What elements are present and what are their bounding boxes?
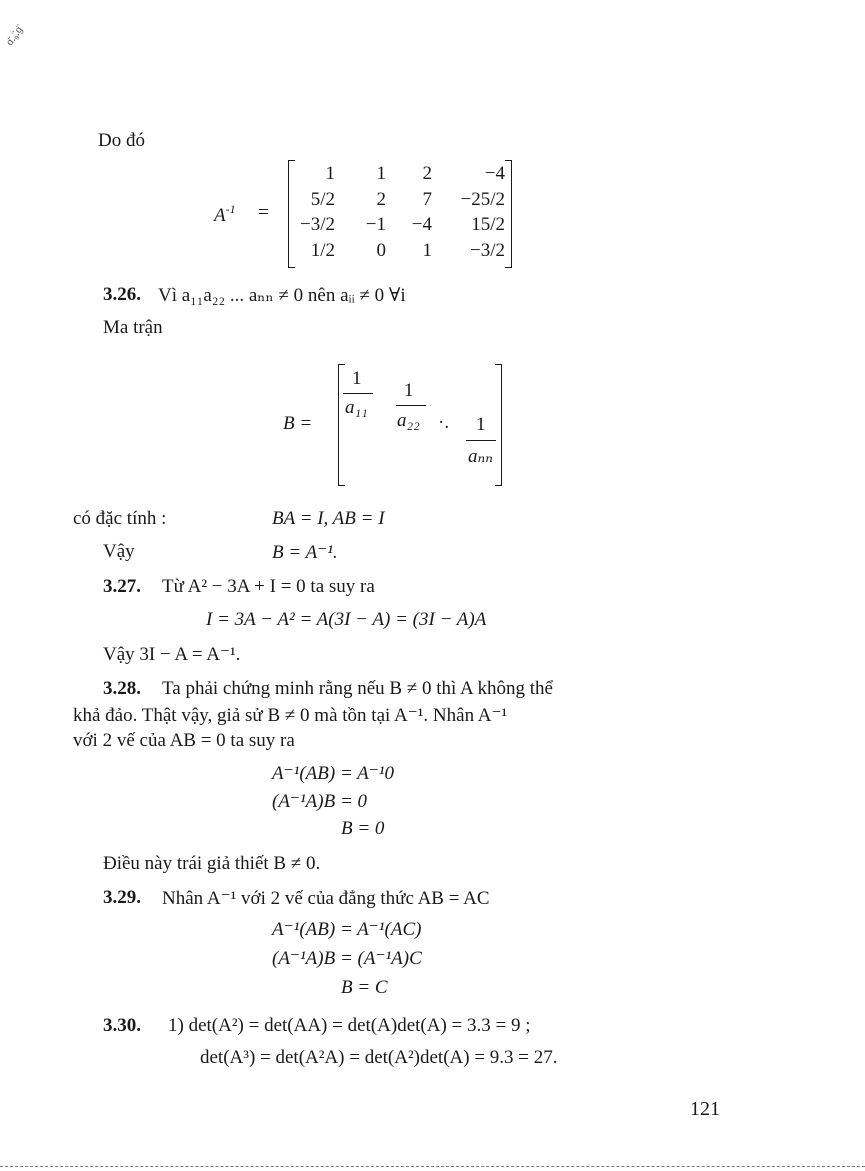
matrix-b-right-bracket: [495, 364, 502, 486]
matrix-cell: 15/2: [471, 214, 505, 235]
matrix-b-left-bracket: [338, 364, 345, 486]
matrix-cell: −1: [365, 214, 386, 235]
p326-number: 3.26.: [103, 284, 141, 305]
b-entry-num-3: 1: [476, 414, 486, 435]
matrix-cell: 1: [325, 163, 335, 184]
p326-line2: Ma trận: [103, 317, 163, 338]
b-diag-dots: ·.: [438, 412, 450, 433]
matrix-cell: 5/2: [310, 189, 335, 210]
p328-line2: khả đảo. Thật vậy, giả sử B ≠ 0 mà tồn tại A⁻¹. Nhân A⁻¹: [73, 705, 508, 726]
b-frac-line-1: [343, 393, 373, 394]
matrix-cell: 2: [422, 163, 432, 184]
b-entry-num-1: 1: [352, 368, 362, 389]
p329-number: 3.29.: [103, 887, 141, 908]
b-entry-den-1: a₁₁: [345, 397, 368, 418]
p326-vay-eq: B = A⁻¹.: [272, 542, 338, 563]
matrix-cell: 0: [376, 240, 386, 261]
p330-line1: 1) det(A²) = det(AA) = det(A)det(A) = 3.3 = 9 ;: [168, 1015, 531, 1036]
p327-line1: Từ A² − 3A + I = 0 ta suy ra: [162, 576, 375, 597]
matrix-right-bracket: [505, 160, 512, 268]
p327-number: 3.27.: [103, 576, 141, 597]
b-frac-line-3: [466, 440, 496, 441]
p329-eq1: A⁻¹(AB) = A⁻¹(AC): [272, 919, 422, 940]
intro-text: Do đó: [98, 130, 145, 151]
matrix-name: A: [214, 205, 226, 226]
p328-line1: Ta phải chứng minh rằng nếu B ≠ 0 thì A không thể: [162, 678, 553, 699]
p328-conclusion: Điều này trái giả thiết B ≠ 0.: [103, 853, 321, 874]
p330-number: 3.30.: [103, 1015, 141, 1036]
p329-eq3: B = C: [341, 977, 388, 998]
b-entry-den-3: aₙₙ: [468, 446, 493, 467]
b-entry-den-2: a₂₂: [397, 410, 420, 431]
p326-line1: Vì a₁₁a₂₂ ... aₙₙ ≠ 0 nên aᵢᵢ ≠ 0 ∀i: [158, 285, 406, 306]
p328-eq3: B = 0: [341, 818, 385, 839]
p329-line1: Nhân A⁻¹ với 2 vế của đẳng thức AB = AC: [162, 888, 490, 909]
p327-line3: Vậy 3I − A = A⁻¹.: [103, 644, 241, 665]
matrix-cell: 2: [376, 189, 386, 210]
p328-eq1: A⁻¹(AB) = A⁻¹0: [272, 763, 395, 784]
matrix-cell: 1: [422, 240, 432, 261]
matrix-eq: =: [258, 202, 269, 223]
b-entry-num-2: 1: [404, 380, 414, 401]
page-number: 121: [690, 1098, 720, 1120]
p328-eq2: (A⁻¹A)B = 0: [272, 791, 368, 812]
scan-margin-mark: ɑ̈.₉̈.ɡ̈: [3, 24, 26, 48]
matrix-cell: 7: [422, 189, 432, 210]
p326-prop-label: có đặc tính :: [73, 508, 167, 529]
matrix-cell: 1: [376, 163, 386, 184]
bottom-rule: [0, 1166, 865, 1167]
matrix-cell: −4: [411, 214, 432, 235]
matrix-sup: -1: [225, 202, 236, 216]
matrix-cell: −3/2: [300, 214, 335, 235]
p326-prop-eq: BA = I, AB = I: [272, 508, 385, 529]
p328-line3: với 2 vế của AB = 0 ta suy ra: [73, 730, 295, 751]
matrix-cell: −25/2: [460, 189, 505, 210]
matrix-cell: −3/2: [470, 240, 505, 261]
p329-eq2: (A⁻¹A)B = (A⁻¹A)C: [272, 948, 422, 969]
p326-vay: Vậy: [103, 541, 135, 562]
matrix-label: [214, 202, 236, 227]
p330-line2: det(A³) = det(A²A) = det(A²)det(A) = 9.3 = 27.: [200, 1047, 558, 1068]
matrix-b-label: B =: [283, 413, 313, 434]
b-frac-line-2: [396, 405, 426, 406]
p328-number: 3.28.: [103, 678, 141, 699]
matrix-cell: 1/2: [310, 240, 335, 261]
matrix-cell: −4: [484, 163, 505, 184]
p327-line2: I = 3A − A² = A(3I − A) = (3I − A)A: [206, 609, 487, 630]
